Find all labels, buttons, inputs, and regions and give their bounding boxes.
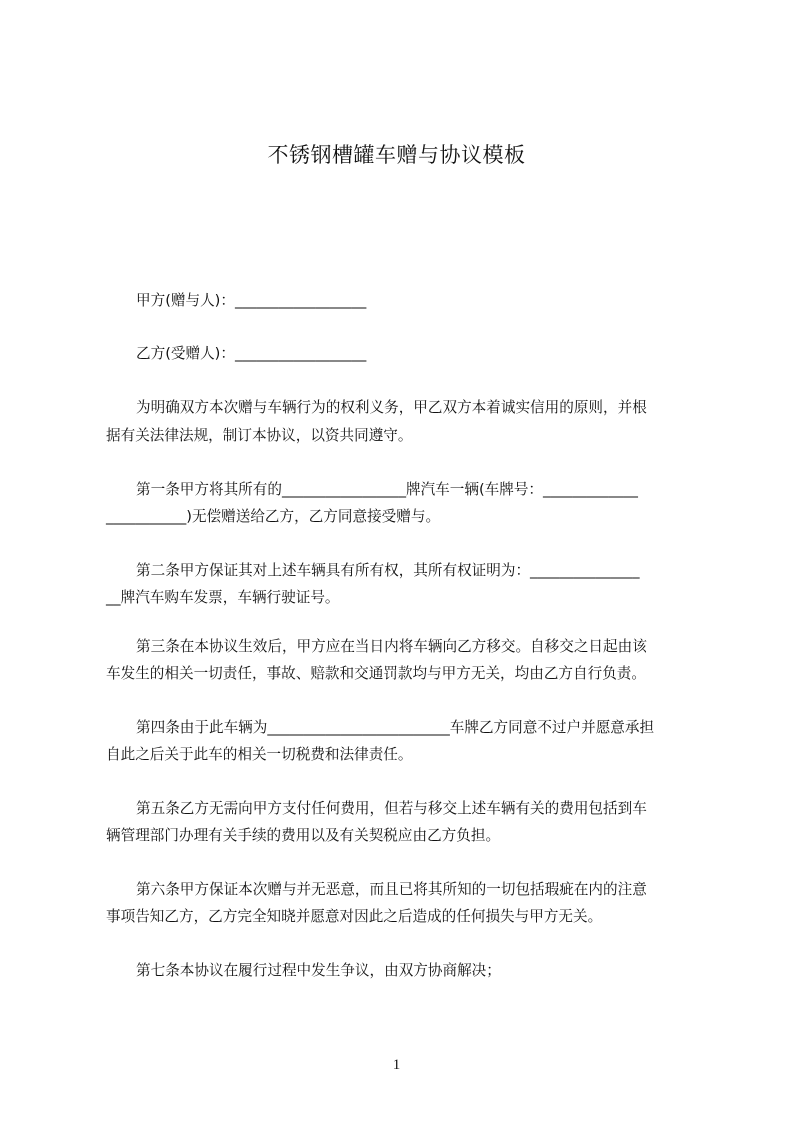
article-6-line-1: 第六条甲方保证本次赠与并无恶意，而且已将其所知的一切包括瑕疵在内的注意 [136,881,647,898]
document-title: 不锈钢槽罐车赠与协议模板 [267,143,526,167]
article-3-line-1: 第三条在本协议生效后，甲方应在当日内将车辆向乙方移交。自移交之日起由该 [136,638,647,655]
article-1-line-1: 第一条甲方将其所有的_________________牌汽车一辆(车牌号：_____________ [136,481,638,498]
article-1-line-2: ___________)无偿赠送给乙方，乙方同意接受赠与。 [106,508,441,525]
article-2-line-2: __牌汽车购车发票，车辆行驶证号。 [106,589,340,606]
article-4-line-1: 第四条由于此车辆为_________________________车牌乙方同意不过户并愿意承担 [136,719,655,736]
intro-line-2: 据有关法律法规，制订本协议，以资共同遵守。 [106,427,413,444]
page-number: 1 [392,1057,401,1073]
article-5-line-2: 辆管理部门办理有关手续的费用以及有关契税应由乙方负担。 [106,827,501,844]
article-5-line-1: 第五条乙方无需向甲方支付任何费用，但若与移交上述车辆有关的费用包括到车 [136,800,647,817]
article-4-line-2: 自此之后关于此车的相关一切税费和法律责任。 [106,746,413,763]
article-6-line-2: 事项告知乙方，乙方完全知晓并愿意对因此之后造成的任何损失与甲方无关。 [106,908,603,925]
article-2-line-1: 第二条甲方保证其对上述车辆具有所有权，其所有权证明为：_______________ [136,562,640,579]
article-3-line-2: 车发生的相关一切责任，事故、赔款和交通罚款均与甲方无关，均由乙方自行负责。 [106,665,646,682]
intro-line-1: 为明确双方本次赠与车辆行为的权利义务，甲乙双方本着诚实信用的原则，并根 [136,399,647,416]
party-b-line: 乙方(受赠人)：__________________ [136,345,367,362]
article-7-line-1: 第七条本协议在履行过程中发生争议，由双方协商解决； [136,962,501,979]
party-a-line: 甲方(赠与人)：__________________ [136,292,367,309]
